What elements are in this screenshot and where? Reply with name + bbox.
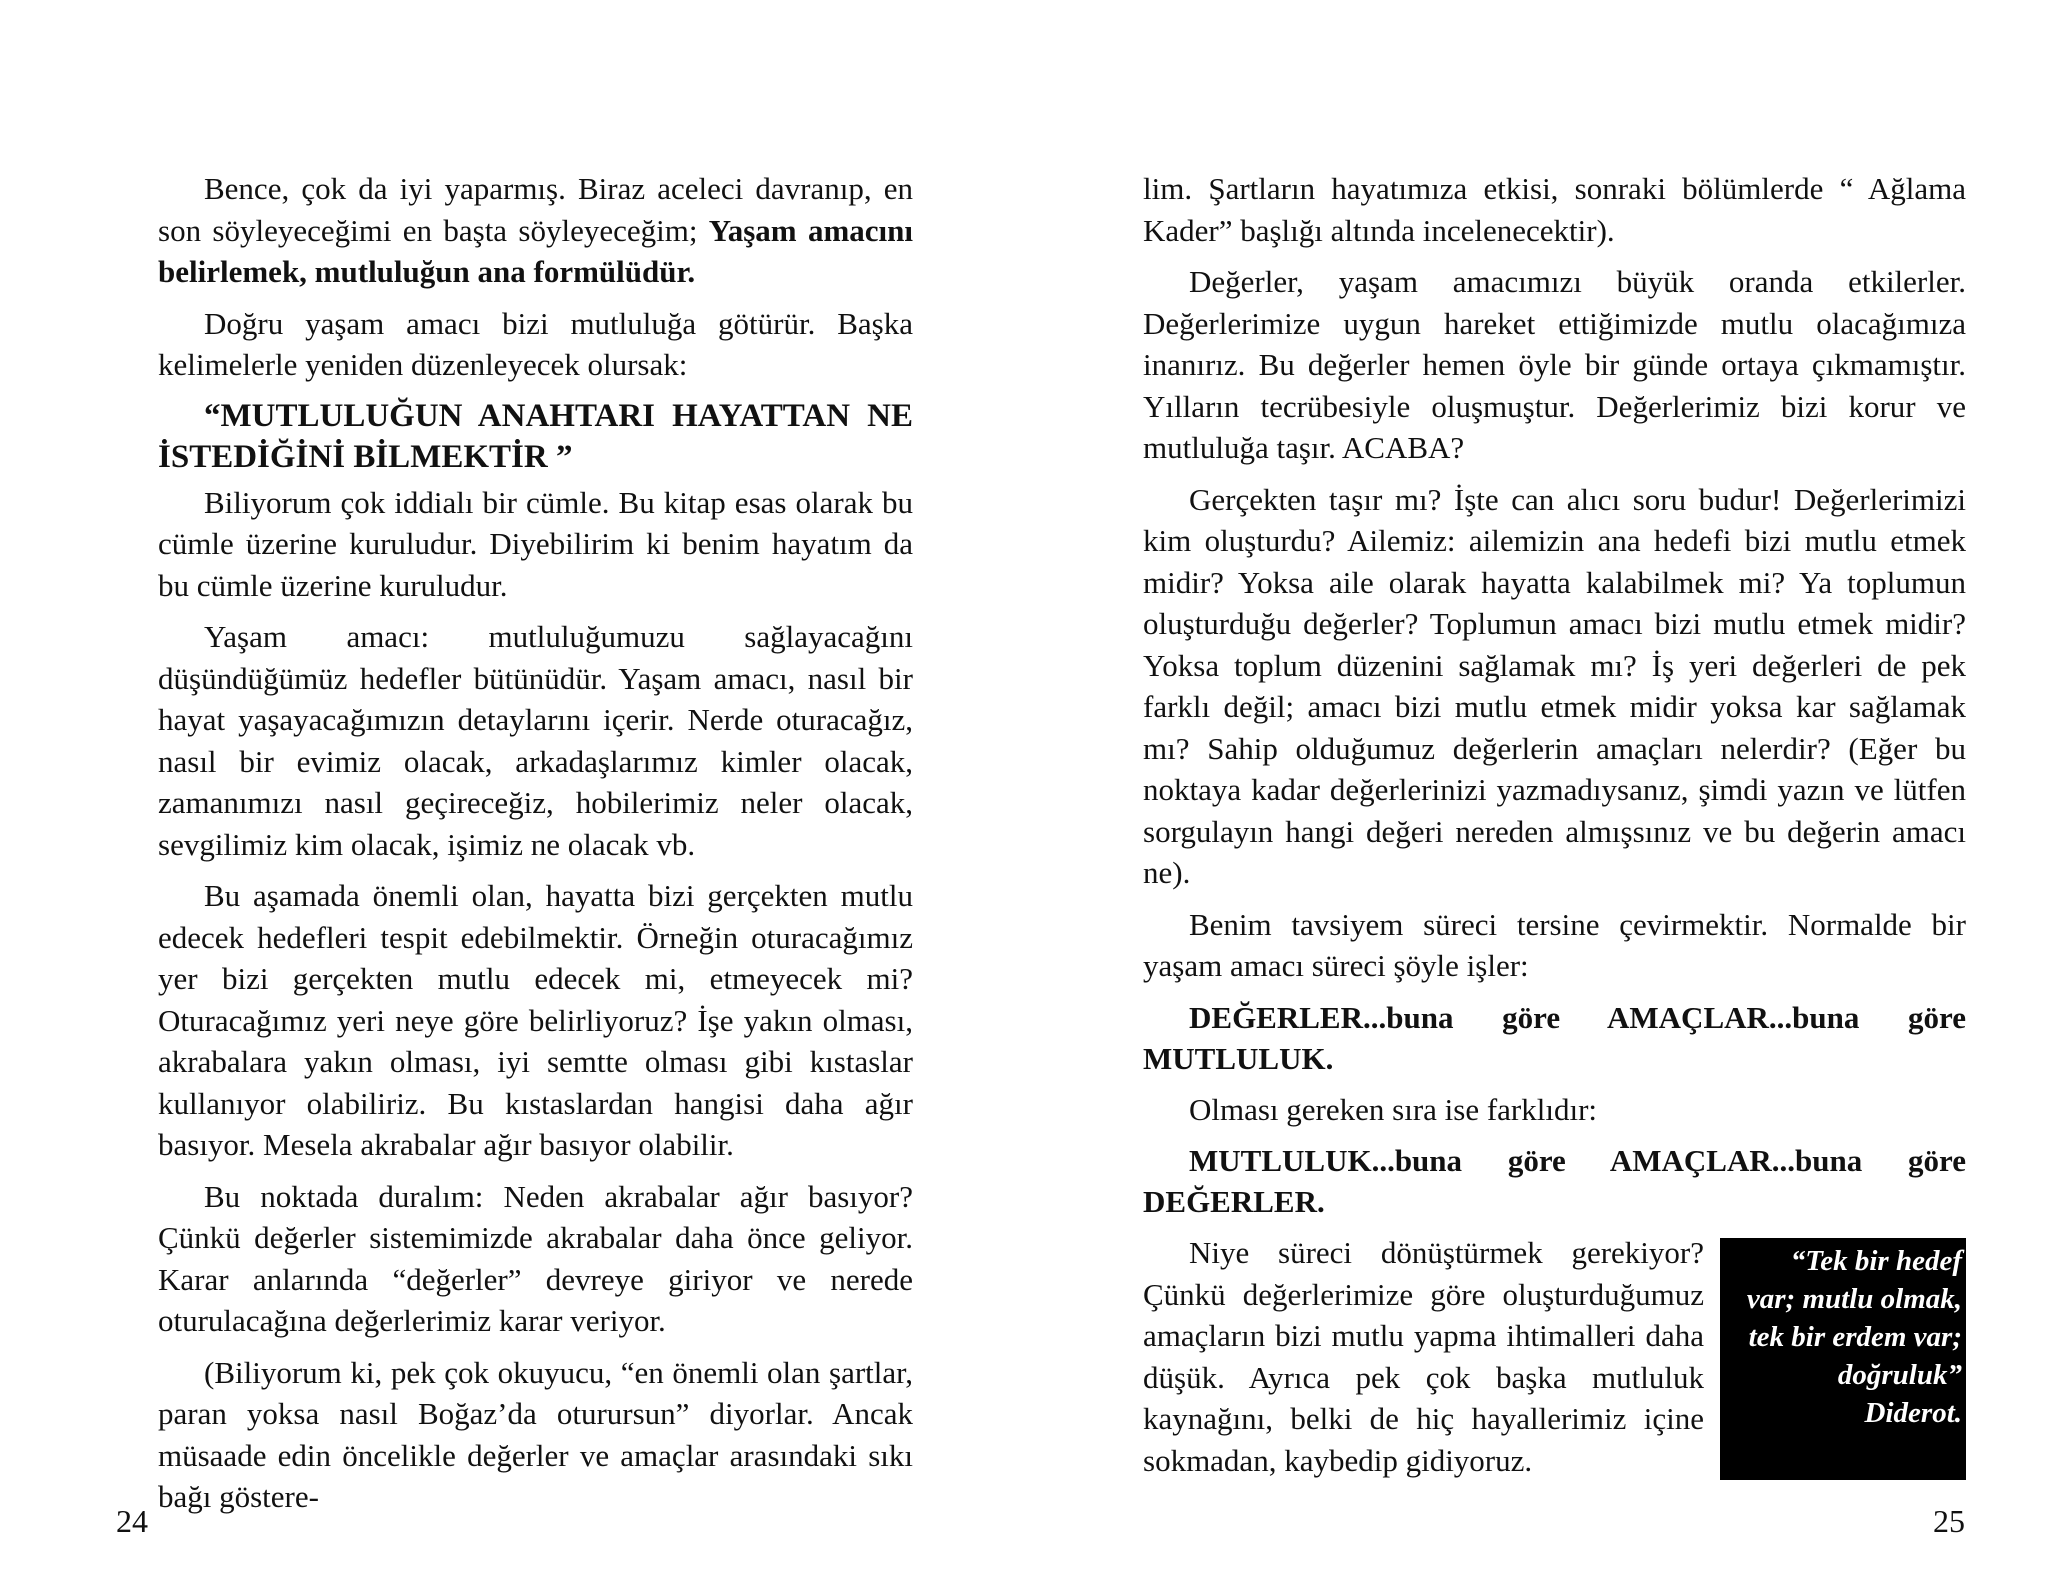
- pull-quote-box: [1720, 1238, 1966, 1480]
- paragraph: lim. Şartların hayatımıza etkisi, sonraki bölümlerde “ Ağlama Kader” başlığı altında incelenecektir).: [1143, 171, 1966, 248]
- paragraph: Yaşam amacı: mutluluğumuzu sağlayacağını düşündüğümüz hedefler bütünüdür. Yaşam amacı, nasıl bir hayat yaşayacağımızın detaylarını içerir. Nerde oturacağız, nasıl bir evimiz olacak, arkadaşlarımız kimler olacak, zamanımızı nasıl geçireceğiz, hobilerimiz neler olacak, sevgilimiz kim olacak, işimiz ne olacak vb.: [158, 619, 913, 862]
- paragraph: (Biliyorum ki, pek çok okuyucu, “en önemli olan şartlar, paran yoksa nasıl Boğaz’da oturursun” diyorlar. Ancak müsaade edin öncelikle değerler ve amaçlar arasındaki sıkı bağı göstere-: [158, 1354, 913, 1514]
- paragraph: Benim tavsiyem süreci tersine çevirmektir. Normalde bir yaşam amacı süreci şöyle işler:: [1143, 906, 1966, 983]
- paragraph: Gerçekten taşır mı? İşte can alıcı soru budur! Değerlerimizi kim oluşturdu? Ailemiz: ailemizin ana hedefi bizi mutlu etmek midir? Yoksa aile olarak hayatta kalabilmek mi? Ya toplumun oluşturduğu değerler? Toplumun amacı bizi mutlu etmek midir? Yoksa toplum düzenini sağlamak mı? İş yeri değerleri de pek farklı değil; amacı bizi mutlu etmek midir yoksa kar sağlamak mı? Sahip olduğumuz değerlerin amaçları nelerdir? (Eğer bu noktaya kadar değerlerinizi yazmadıysanız, şimdi yazın ve lütfen sorgulayın hangi değeri nereden almışsınız ve bu değerin amacı ne).: [1143, 481, 1966, 890]
- pull-quote-line: var; mutlu olmak,: [1746, 1283, 1962, 1315]
- quote-area: [1143, 1232, 1966, 1481]
- paragraph: Biliyorum çok iddialı bir cümle. Bu kitap esas olarak bu cümle üzerine kuruludur. Diyebilirim ki benim hayatım da bu cümle üzerine kuruludur.: [158, 484, 913, 603]
- paragraph: Değerler, yaşam amacımızı büyük oranda etkilerler. Değerlerimize uygun hareket ettiğimizde mutlu olacağımıza inanırız. Bu değerler hemen öyle bir günde ortaya çıkmamıştır. Yılların tecrübesiyle oluşmuştur. Değerlerimiz bizi korur ve mutluluğa taşır. ACABA?: [1143, 264, 1966, 465]
- paragraph: [158, 168, 913, 293]
- paragraph: Bu aşamada önemli olan, hayatta bizi gerçekten mutlu edecek hedefleri tespit edebilmektir. Örneğin oturacağımız yer bizi gerçekten mutlu edecek mi, etmeyecek mi? Oturacağımız yeri neye göre belirliyoruz? İşe yakın olması, akrabalara yakın olması, iyi semtte olması gibi kıstaslar kullanıyor olabiliriz. Bu kıstaslardan hangisi daha ağır basıyor. Mesela akrabalar ağır basıyor olabilir.: [158, 878, 913, 1162]
- pull-quote-line: doğruluk”: [1837, 1359, 1962, 1391]
- paragraph-text: Bence, çok da iyi yaparmış. Biraz aceleci davranıp, en son söyleyeceğimi en başta söyleyeceğim;: [158, 171, 913, 248]
- page-number: 25: [1933, 1503, 1965, 1539]
- paragraph: Doğru yaşam amacı bizi mutluluğa götürür. Başka kelimelerle yeniden düzenleyecek olursak:: [158, 305, 913, 382]
- paragraph: Bu noktada duralım: Neden akrabalar ağır basıyor? Çünkü değerler sistemimizde akrabalar daha önce geliyor. Karar anlarında “değerler” devreye giriyor ve nerede oturulacağına değerlerimiz karar veriyor.: [158, 1178, 913, 1338]
- paragraph: Niye süreci dönüştürmek gerekiyor? Çünkü değerlerimize göre oluşturduğumuz amaçların bizi mutlu yapma ihtimalleri daha düşük. Ayrıca pek çok başka mutluluk kaynağını, belki de hiç hayallerimiz içine sokmadan, kaybedip gidiyoruz.: [1143, 1235, 1704, 1478]
- right-page: [1024, 0, 2048, 1593]
- pull-quote-line: “Tek bir hedef: [1790, 1245, 1962, 1277]
- quote-heading: “MUTLULUĞUN ANAHTARI HAYATTAN NE İSTEDİĞİNİ BİLMEKTİR ”: [158, 397, 913, 475]
- bold-sequence-line: MUTLULUK...buna göre AMAÇLAR...buna göre DEĞERLER.: [1143, 1143, 1966, 1219]
- pull-quote-line: tek bir erdem var;: [1748, 1321, 1962, 1353]
- right-page-text: [1143, 168, 1966, 1491]
- bold-statement: Yaşam amacını belirlemek, mutluluğun ana formülüdür.: [158, 212, 913, 289]
- pull-quote-author: Diderot.: [1864, 1397, 1962, 1429]
- paragraph: Olması gereken sıra ise farklıdır:: [1189, 1091, 1598, 1127]
- left-page-text: [158, 168, 913, 1528]
- page-number: 24: [116, 1503, 148, 1539]
- bold-sequence-line: DEĞERLER...buna göre AMAÇLAR...buna göre MUTLULUK.: [1143, 999, 1966, 1076]
